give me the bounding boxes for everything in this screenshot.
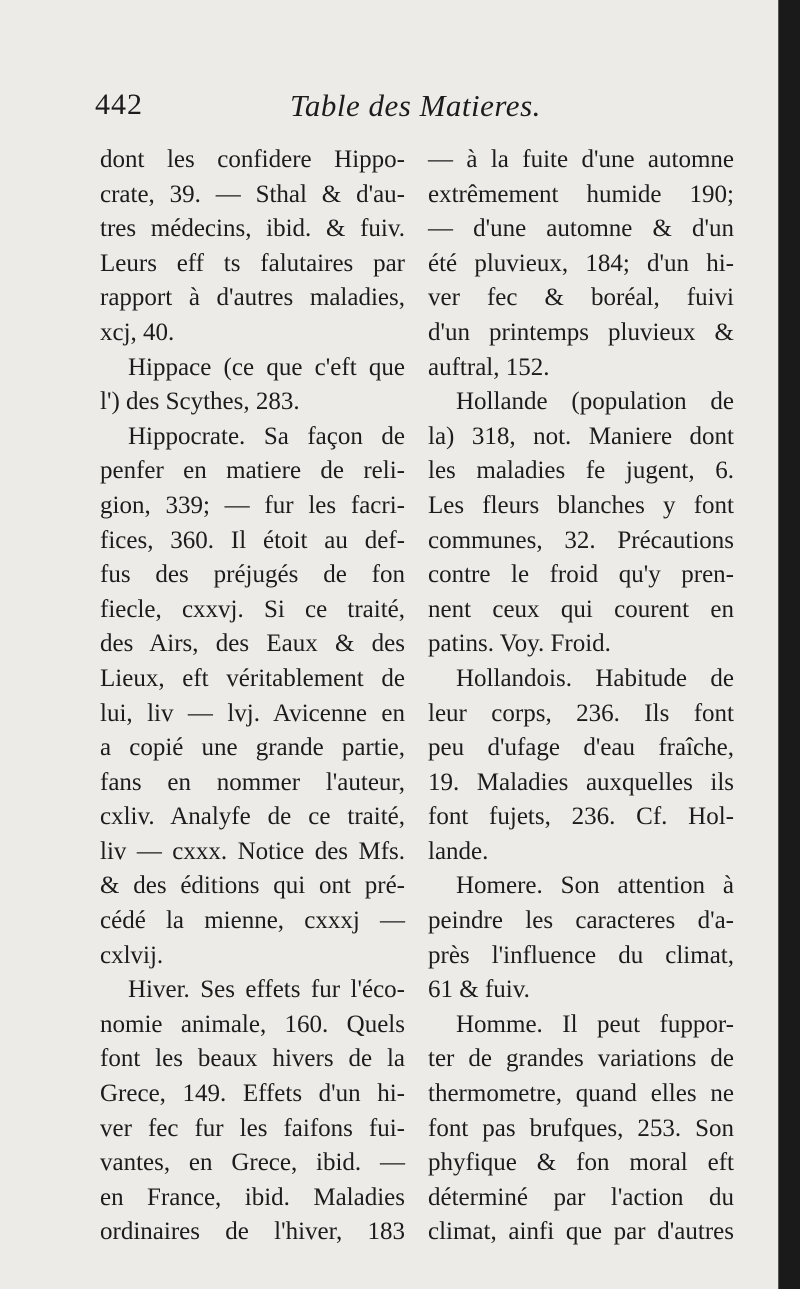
index-line: thermometre, quand elles ne: [428, 1080, 734, 1108]
index-line: 61 & fuiv.: [428, 976, 530, 1004]
index-line: peindre les caracteres d'a-: [428, 907, 734, 935]
running-title: Table des Matieres.: [290, 88, 541, 123]
index-line: dont les confidere Hippo-: [100, 146, 405, 173]
index-line: Les fleurs blanches y font: [428, 491, 734, 519]
index-line: xcj, 40.: [100, 318, 175, 346]
index-line: font les beaux hivers de la: [100, 1045, 405, 1073]
index-line: fiecle, cxxvj. Si ce traité,: [100, 595, 405, 623]
index-line: Hippocrate. Sa façon de: [128, 422, 405, 450]
index-line: été pluvieux, 184; d'un hi-: [428, 249, 734, 277]
index-line: cxlvij.: [100, 941, 164, 969]
index-line: extrêmement humide 190;: [428, 180, 734, 208]
page-header: [95, 88, 735, 132]
right-column: [428, 143, 734, 1250]
index-line: Hollande (population de: [456, 388, 734, 416]
index-line: font fujets, 236. Cf. Hol-: [428, 803, 734, 831]
index-line: auftral, 152.: [428, 353, 550, 381]
index-line: Leurs eff ts falutaires par: [100, 249, 405, 277]
index-line: penfer en matiere de reli-: [100, 457, 405, 485]
index-line: la) 318, not. Maniere dont: [428, 422, 734, 450]
index-line: font pas brufques, 253. Son: [428, 1114, 734, 1142]
left-column: [100, 143, 405, 1250]
index-line: Homme. Il peut fuppor-: [456, 1010, 734, 1038]
index-line: patins. Voy. Froid.: [428, 630, 611, 658]
index-line: lande.: [428, 837, 489, 865]
index-line: lui, liv — lvj. Avicenne en: [100, 699, 405, 727]
index-line: phyfique & fon moral eft: [428, 1149, 734, 1177]
index-line: Lieux, eft véritablement de: [100, 664, 405, 692]
index-line: ordinaires de l'hiver, 183: [100, 1218, 405, 1246]
index-line: vantes, en Grece, ibid. —: [100, 1149, 405, 1177]
index-line: Hiver. Ses effets fur l'éco-: [128, 976, 405, 1004]
index-line: l') des Scythes, 283.: [100, 388, 300, 416]
index-line: 19. Maladies auxquelles ils: [428, 768, 734, 796]
index-line: gion, 339; — fur les facri-: [100, 491, 405, 519]
index-line: ver fec & boréal, fuivi: [428, 284, 734, 312]
index-line: tres médecins, ibid. & fuiv.: [100, 215, 405, 243]
index-line: nomie animale, 160. Quels: [100, 1010, 405, 1038]
index-line: fices, 360. Il étoit au def-: [100, 526, 405, 554]
page-number: 442: [95, 88, 143, 121]
index-line: les maladies fe jugent, 6.: [428, 457, 734, 485]
index-line: cxliv. Analyfe de ce traité,: [100, 803, 405, 831]
index-line: Hippace (ce que c'eft que: [128, 353, 405, 381]
index-line: contre le froid qu'y pren-: [428, 561, 734, 589]
index-line: Hollandois. Habitude de: [456, 664, 734, 692]
index-line: nent ceux qui courent en: [428, 595, 734, 623]
index-line: communes, 32. Précautions: [428, 526, 734, 554]
index-line: Grece, 149. Effets d'un hi-: [100, 1080, 405, 1108]
index-line: leur corps, 236. Ils font: [428, 699, 734, 727]
index-line: en France, ibid. Maladies: [100, 1183, 405, 1211]
index-line: rapport à d'autres maladies,: [100, 284, 405, 312]
index-line: Homere. Son attention à: [456, 872, 734, 900]
index-line: peu d'ufage d'eau fraîche,: [428, 734, 734, 762]
index-line: d'un printemps pluvieux &: [428, 318, 734, 346]
index-line: fans en nommer l'auteur,: [100, 768, 405, 796]
index-line: — à la fuite d'une automne: [428, 146, 734, 173]
index-line: climat, ainfi que par d'autres: [428, 1218, 734, 1246]
index-line: ter de grandes variations de: [428, 1045, 734, 1073]
index-line: & des éditions qui ont pré-: [100, 872, 405, 900]
index-line: ver fec fur les faifons fui-: [100, 1114, 405, 1142]
index-line: près l'influence du climat,: [428, 941, 734, 969]
index-line: fus des préjugés de fon: [100, 561, 405, 589]
index-line: a copié une grande partie,: [100, 734, 405, 762]
index-line: — d'une automne & d'un: [428, 215, 734, 243]
index-line: crate, 39. — Sthal & d'au-: [100, 180, 405, 208]
index-line: des Airs, des Eaux & des: [100, 630, 405, 658]
index-line: liv — cxxx. Notice des Mfs.: [100, 837, 405, 865]
index-line: déterminé par l'action du: [428, 1183, 734, 1211]
index-line: cédé la mienne, cxxxj —: [100, 907, 405, 935]
